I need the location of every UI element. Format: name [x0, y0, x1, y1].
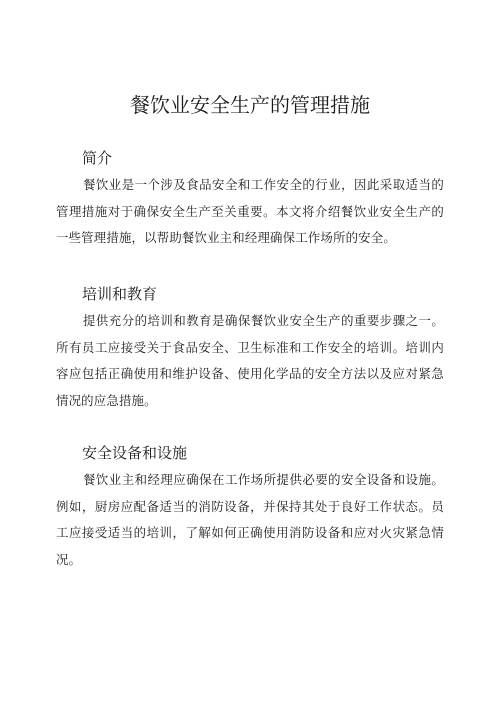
section-paragraph: 餐饮业是一个涉及食品安全和工作安全的行业，因此采取适当的管理措施对于确保安全生产至关重要。本文将介绍餐饮业安全生产的一些管理措施，以帮助餐饮业主和经理确保工作场所的安全。	[56, 177, 444, 245]
section-training-education	[56, 283, 444, 414]
section-paragraph: 提供充分的培训和教育是确保餐饮业安全生产的重要步骤之一。所有员工应接受关于食品安全、卫生标准和工作安全的培训。培训内容应包括正确使用和维护设备、使用化学品的安全方法以及应对紧急情况的应急措施。	[56, 313, 444, 408]
section-paragraph: 餐饮业主和经理应确保在工作场所提供必要的安全设备和设施。例如，厨房应配备适当的消防设备，并保持其处于良好工作状态。员工应接受适当的培训，了解如何正确使用消防设备和应对火灾紧急情况。	[56, 472, 444, 567]
section-heading: 简介	[82, 149, 113, 167]
section-heading: 安全设备和设施	[82, 444, 188, 462]
section-heading: 培训和教育	[82, 285, 158, 303]
document-title: 餐饮业安全生产的管理措施	[130, 93, 370, 117]
section-introduction	[56, 147, 444, 252]
section-safety-equipment	[56, 442, 444, 573]
